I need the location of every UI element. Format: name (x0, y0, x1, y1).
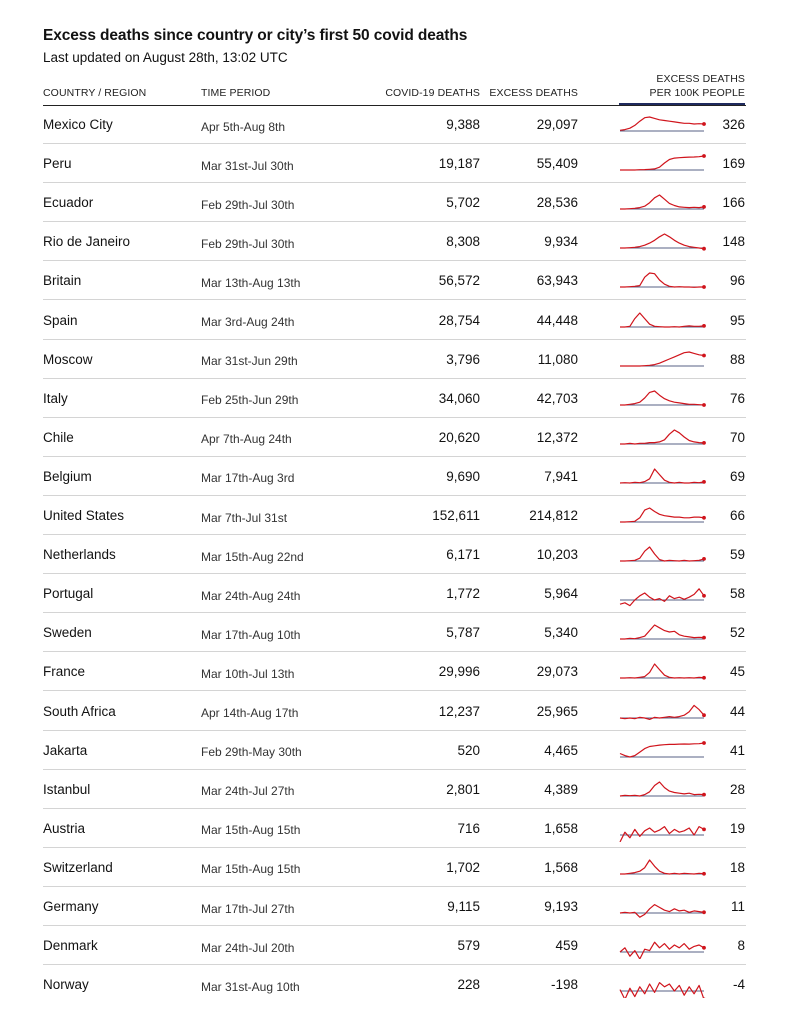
row-excess-per-100k: 70 (729, 429, 745, 445)
row-time-period: Mar 31st-Jul 30th (201, 158, 294, 173)
row-sparkline (618, 502, 708, 529)
row-country-name: Spain (43, 312, 78, 328)
row-covid-deaths: 716 (457, 820, 480, 836)
row-covid-deaths: 579 (457, 938, 480, 954)
row-excess-per-100k: 58 (729, 586, 745, 602)
row-covid-deaths: 152,611 (432, 508, 480, 523)
row-time-period: Feb 29th-Jul 30th (201, 197, 295, 212)
row-sparkline (618, 267, 708, 294)
row-excess-per-100k: 44 (729, 703, 745, 719)
row-country-name: Rio de Janeiro (43, 234, 131, 250)
row-excess-deaths: -198 (550, 977, 578, 993)
sparkline-end-dot (702, 557, 706, 561)
row-excess-per-100k: 19 (729, 820, 745, 836)
sparkline-end-dot (702, 946, 706, 950)
row-excess-per-100k: 326 (722, 117, 745, 132)
sparkline-line (620, 313, 704, 327)
row-excess-per-100k: 69 (729, 468, 745, 484)
table-row[interactable] (0, 848, 789, 887)
row-country-name: South Africa (43, 703, 116, 719)
row-covid-deaths: 5,702 (446, 195, 480, 211)
row-excess-deaths: 28,536 (536, 195, 578, 211)
table-row[interactable] (0, 261, 789, 300)
row-excess-deaths: 10,203 (536, 547, 578, 563)
row-excess-per-100k: 148 (722, 234, 745, 250)
table-row[interactable] (0, 887, 789, 926)
table-row[interactable] (0, 105, 789, 144)
sparkline-end-dot (702, 741, 706, 745)
row-sparkline (618, 463, 708, 490)
row-time-period: Mar 24th-Aug 24th (201, 588, 301, 603)
sparkline-end-dot (702, 713, 706, 717)
sparkline-line (620, 469, 704, 483)
row-excess-deaths: 55,409 (536, 156, 578, 172)
sparkline-line (620, 156, 704, 170)
row-sparkline (618, 971, 708, 998)
row-covid-deaths: 520 (457, 742, 480, 758)
sparkline-end-dot (702, 441, 706, 445)
row-time-period: Mar 31st-Aug 10th (201, 979, 300, 994)
row-excess-per-100k: 18 (729, 859, 745, 875)
row-excess-per-100k: 66 (729, 508, 745, 523)
table-row[interactable] (0, 965, 789, 1004)
row-country-name: Belgium (43, 468, 92, 484)
row-time-period: Mar 31st-Jun 29th (201, 354, 298, 369)
row-sparkline (618, 385, 708, 412)
row-country-name: Germany (43, 899, 99, 914)
sparkline-end-dot (702, 827, 706, 831)
row-excess-deaths: 459 (555, 938, 578, 954)
row-time-period: Mar 7th-Jul 31st (201, 510, 288, 525)
row-sparkline (618, 854, 708, 881)
row-excess-deaths: 1,568 (544, 859, 578, 875)
row-covid-deaths: 5,787 (446, 625, 480, 641)
row-excess-per-100k: 76 (729, 390, 745, 406)
table-row[interactable] (0, 457, 789, 496)
table-row[interactable] (0, 418, 789, 457)
row-country-name: Britain (43, 273, 82, 289)
row-excess-deaths: 5,340 (544, 625, 578, 641)
row-sparkline (618, 228, 708, 255)
table-row[interactable] (0, 574, 789, 613)
row-time-period: Mar 13th-Aug 13th (201, 275, 301, 290)
sparkline-line (620, 117, 704, 130)
table-row[interactable] (0, 340, 789, 379)
table-row[interactable] (0, 301, 789, 340)
column-header-excess-per-100k[interactable] (650, 72, 745, 100)
sparkline-line (620, 625, 704, 639)
row-excess-per-100k: -4 (732, 977, 745, 993)
row-excess-per-100k: 52 (729, 625, 745, 641)
row-covid-deaths: 19,187 (438, 156, 480, 172)
row-time-period: Feb 29th-May 30th (201, 745, 302, 760)
row-country-name: Ecuador (43, 195, 94, 211)
row-sparkline (618, 111, 708, 138)
row-excess-per-100k: 59 (729, 547, 745, 563)
row-excess-deaths: 44,448 (536, 312, 578, 328)
row-covid-deaths: 29,996 (438, 664, 480, 680)
row-sparkline (618, 658, 708, 685)
row-sparkline (618, 737, 708, 764)
row-sparkline (618, 893, 708, 920)
row-sparkline (618, 580, 708, 607)
row-sparkline (618, 932, 708, 959)
table-row[interactable] (0, 222, 789, 261)
sparkline-end-dot (702, 516, 706, 520)
row-covid-deaths: 9,388 (446, 117, 480, 132)
row-time-period: Apr 7th-Aug 24th (201, 432, 292, 447)
row-covid-deaths: 56,572 (438, 273, 480, 289)
sparkline-end-dot (702, 247, 706, 251)
table-row[interactable] (0, 379, 789, 418)
column-header-covid-deaths[interactable]: COVID-19 DEATHS (385, 87, 480, 99)
row-excess-per-100k: 95 (729, 312, 745, 328)
row-excess-per-100k: 28 (729, 781, 745, 797)
sparkline-line (620, 983, 704, 998)
row-excess-deaths: 214,812 (529, 508, 578, 523)
row-sparkline (618, 815, 708, 842)
sparkline-line (620, 391, 704, 405)
sparkline-end-dot (702, 122, 706, 126)
row-country-name: Jakarta (43, 742, 88, 758)
row-sparkline (618, 346, 708, 373)
sparkline-line (620, 195, 704, 209)
row-country-name: Chile (43, 429, 74, 445)
page-title: Excess deaths since country or city’s first 50 covid deaths (43, 27, 468, 44)
row-excess-deaths: 63,943 (536, 273, 578, 289)
row-time-period: Mar 3rd-Aug 24th (201, 315, 295, 329)
sparkline-end-dot (702, 636, 706, 640)
row-covid-deaths: 8,308 (446, 234, 480, 250)
row-excess-deaths: 9,934 (544, 234, 578, 250)
row-excess-per-100k: 88 (729, 351, 745, 367)
sparkline-line (620, 508, 704, 522)
row-time-period: Mar 15th-Aug 15th (201, 823, 301, 838)
sparkline-end-dot (702, 205, 706, 209)
sparkline-line (620, 664, 704, 678)
row-time-period: Apr 14th-Aug 17th (201, 706, 299, 720)
row-excess-deaths: 25,965 (536, 703, 578, 719)
row-sparkline (618, 150, 708, 177)
sparkline-end-dot (702, 480, 706, 484)
sparkline-end-dot (702, 285, 706, 289)
row-excess-deaths: 4,465 (544, 742, 578, 758)
sparkline-line (620, 352, 704, 366)
row-country-name: United States (43, 508, 125, 523)
row-covid-deaths: 9,115 (447, 899, 480, 914)
row-covid-deaths: 228 (457, 977, 480, 993)
table-row[interactable] (0, 770, 789, 809)
sparkline-line (620, 273, 704, 287)
row-covid-deaths: 1,772 (446, 586, 480, 602)
sparkline-line (620, 782, 704, 796)
sparkline-end-dot (702, 403, 706, 407)
table-row[interactable] (0, 809, 789, 848)
row-excess-per-100k: 45 (729, 664, 745, 680)
sparkline-end-dot (702, 792, 706, 796)
row-country-name: Moscow (43, 351, 93, 367)
row-covid-deaths: 20,620 (438, 429, 480, 445)
row-covid-deaths: 12,237 (438, 703, 480, 719)
table-row[interactable] (0, 652, 789, 691)
row-excess-per-100k: 166 (722, 195, 745, 211)
row-sparkline (618, 698, 708, 725)
sparkline-line (620, 905, 704, 918)
sparkline-line (620, 860, 704, 874)
table-row[interactable] (0, 926, 789, 965)
row-excess-per-100k: 8 (737, 938, 745, 954)
row-covid-deaths: 6,171 (446, 547, 480, 563)
row-covid-deaths: 28,754 (438, 312, 480, 328)
row-excess-deaths: 29,097 (536, 117, 578, 132)
row-time-period: Mar 24th-Jul 20th (201, 940, 295, 955)
table-row[interactable] (0, 731, 789, 770)
row-covid-deaths: 9,690 (446, 468, 480, 484)
row-sparkline (618, 424, 708, 451)
row-excess-per-100k: 41 (729, 742, 745, 758)
row-covid-deaths: 3,796 (446, 351, 480, 367)
sparkline-line (620, 589, 704, 606)
row-country-name: Switzerland (43, 859, 113, 875)
table-row[interactable] (0, 144, 789, 183)
sparkline-end-dot (702, 676, 706, 680)
column-header-excess-deaths[interactable]: EXCESS DEATHS (489, 87, 578, 99)
column-header-excess-per-100k-line2: PER 100K PEOPLE (649, 87, 745, 99)
row-excess-deaths: 5,964 (544, 586, 578, 602)
row-covid-deaths: 1,702 (446, 859, 480, 875)
row-excess-deaths: 7,941 (544, 468, 578, 484)
sparkline-line (620, 547, 704, 561)
sparkline-line (620, 743, 704, 757)
sparkline-end-dot (702, 998, 706, 999)
sparkline-end-dot (702, 910, 706, 914)
row-excess-per-100k: 11 (730, 899, 745, 914)
row-excess-per-100k: 96 (729, 273, 745, 289)
row-sparkline (618, 619, 708, 646)
row-country-name: Netherlands (43, 547, 116, 563)
row-time-period: Feb 25th-Jun 29th (201, 393, 299, 408)
sparkline-line (620, 705, 704, 719)
row-time-period: Mar 17th-Aug 10th (201, 627, 301, 642)
sparkline-end-dot (702, 872, 706, 876)
row-country-name: Italy (43, 390, 68, 406)
row-excess-deaths: 1,658 (544, 820, 578, 836)
row-excess-per-100k: 169 (722, 156, 745, 172)
row-country-name: Norway (43, 977, 89, 993)
column-header-excess-per-100k-line1: EXCESS DEATHS (656, 73, 745, 85)
row-time-period: Mar 24th-Jul 27th (201, 784, 295, 799)
row-country-name: Portugal (43, 586, 94, 602)
column-header-country[interactable]: COUNTRY / REGION (43, 87, 147, 99)
row-excess-deaths: 42,703 (536, 390, 578, 406)
row-sparkline (618, 189, 708, 216)
sparkline-end-dot (702, 594, 706, 598)
row-sparkline (618, 541, 708, 568)
sparkline-end-dot (702, 154, 706, 158)
row-time-period: Mar 17th-Aug 3rd (201, 471, 295, 486)
row-time-period: Feb 29th-Jul 30th (201, 236, 295, 251)
table-row[interactable] (0, 535, 789, 574)
row-covid-deaths: 34,060 (438, 390, 480, 406)
row-excess-deaths: 11,080 (537, 351, 578, 367)
row-excess-deaths: 4,389 (544, 781, 578, 797)
row-country-name: France (43, 664, 86, 680)
row-country-name: Sweden (43, 625, 92, 641)
table-row[interactable] (0, 613, 789, 652)
row-time-period: Mar 17th-Jul 27th (201, 901, 295, 916)
table-row[interactable] (0, 496, 789, 535)
row-country-name: Mexico City (43, 117, 113, 132)
row-time-period: Mar 15th-Aug 22nd (201, 549, 304, 564)
row-excess-deaths: 9,193 (544, 899, 578, 914)
row-time-period: Apr 5th-Aug 8th (201, 119, 286, 134)
row-covid-deaths: 2,801 (446, 781, 480, 797)
column-header-period[interactable]: TIME PERIOD (201, 87, 271, 99)
row-country-name: Istanbul (43, 781, 91, 797)
row-excess-deaths: 12,372 (536, 429, 578, 445)
sparkline-line (620, 942, 704, 959)
row-country-name: Denmark (43, 938, 98, 954)
row-sparkline (618, 307, 708, 334)
row-time-period: Mar 15th-Aug 15th (201, 862, 301, 877)
row-country-name: Peru (43, 156, 72, 172)
row-sparkline (618, 776, 708, 803)
sparkline-line (620, 826, 704, 841)
sparkline-line (620, 430, 704, 444)
table-row[interactable] (0, 183, 789, 222)
row-excess-deaths: 29,073 (536, 664, 578, 680)
row-country-name: Austria (43, 820, 86, 836)
sparkline-end-dot (702, 353, 706, 357)
sparkline-line (620, 234, 704, 249)
sparkline-end-dot (702, 323, 706, 327)
row-time-period: Mar 10th-Jul 13th (201, 666, 295, 681)
table-row[interactable] (0, 692, 789, 731)
last-updated: Last updated on August 28th, 13:02 UTC (43, 50, 288, 65)
